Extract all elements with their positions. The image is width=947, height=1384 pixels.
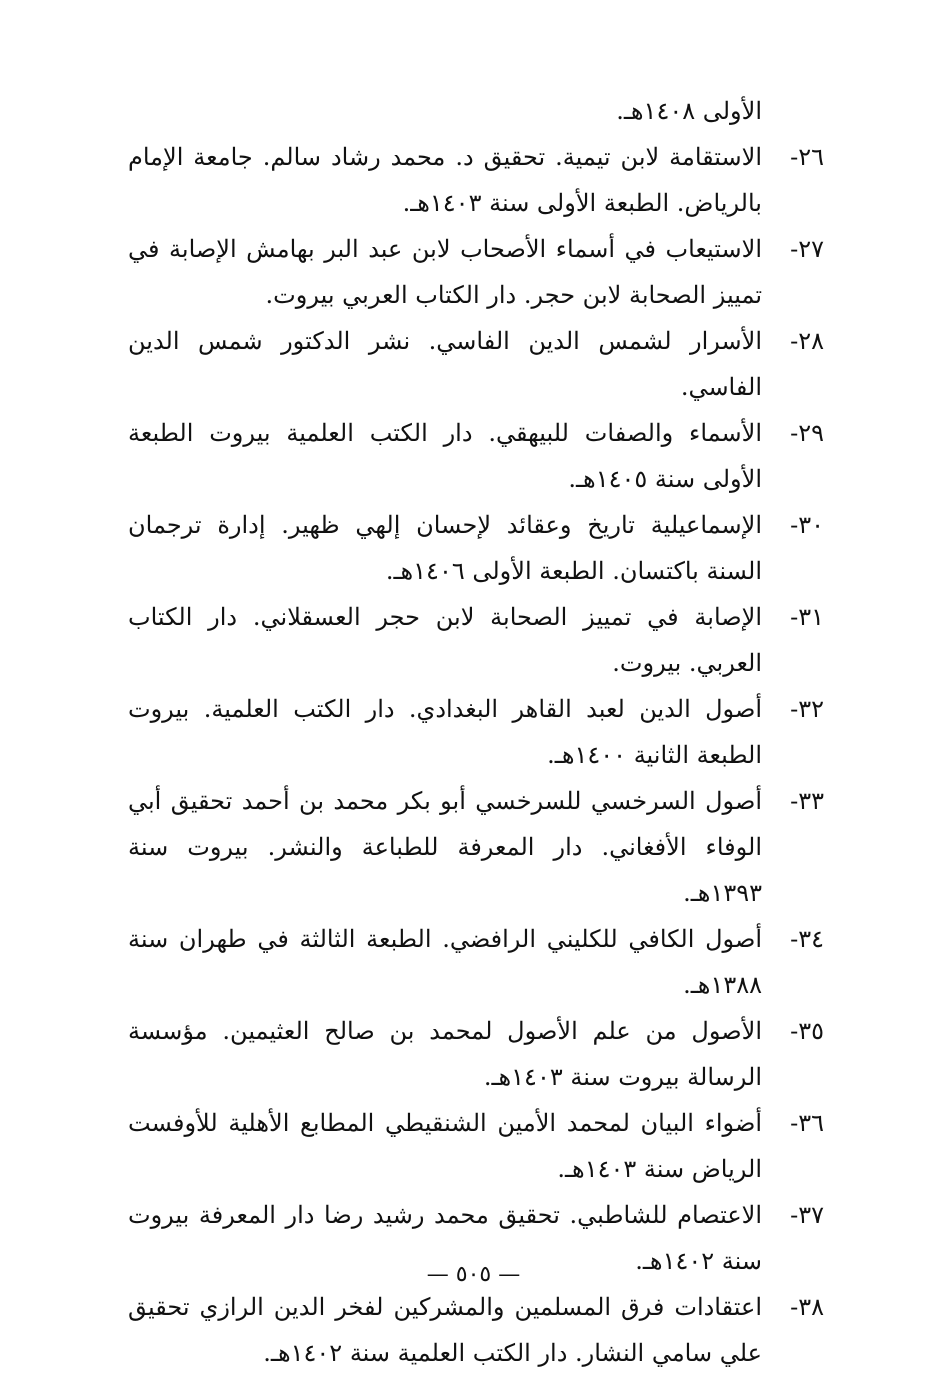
list-item [128,1284,824,1376]
entry-number: ٢٨- [790,327,824,355]
entry-text: الأسرار لشمس الدين الفاسي. نشر الدكتور شمس الدين الفاسي. [128,327,762,401]
entry-text: الإسماعيلية تاريخ وعقائد لإحسان إلهي ظهير. إدارة ترجمان السنة باكتسان. الطبعة الأولى ١٤٠٦هـ. [128,511,762,585]
entry-number: ٣٣- [790,787,824,815]
bibliography-list [128,88,824,1376]
entry-text: أضواء البيان لمحمد الأمين الشنقيطي المطابع الأهلية للأوفست الرياض سنة ١٤٠٣هـ. [128,1109,762,1183]
list-item [128,226,824,318]
list-item [128,916,824,1008]
entry-text: الأسماء والصفات للبيهقي. دار الكتب العلمية بيروت الطبعة الأولى سنة ١٤٠٥هـ. [128,419,762,493]
list-item [128,686,824,778]
list-item [128,134,824,226]
entry-number: ٢٦- [790,143,824,171]
entry-number: ٣٢- [790,695,824,723]
entry-text: أصول الكافي للكليني الرافضي. الطبعة الثالثة في طهران سنة ١٣٨٨هـ. [128,925,762,999]
entry-number: ٣٠- [790,511,824,539]
list-item [128,594,824,686]
entry-text: الاستقامة لابن تيمية. تحقيق د. محمد رشاد سالم. جامعة الإمام بالرياض. الطبعة الأولى سنة ١٤٠٣هـ. [128,143,762,217]
entry-number: ٣٥- [790,1017,824,1045]
entry-text: أصول السرخسي للسرخسي أبو بكر محمد بن أحمد تحقيق أبي الوفاء الأفغاني. دار المعرفة للطباعة والنشر. بيروت سنة ١٣٩٣هـ. [128,787,762,907]
entry-number: ٢٩- [790,419,824,447]
list-item [128,1100,824,1192]
entry-text: الأولى ١٤٠٨هـ. [616,97,762,125]
page-number: — ٥٠٥ — [426,1262,521,1287]
list-item [128,502,824,594]
entry-text: الأصول من علم الأصول لمحمد بن صالح العثيمين. مؤسسة الرسالة بيروت سنة ١٤٠٣هـ. [128,1017,762,1091]
entry-number: ٣٤- [790,925,824,953]
entry-text: الاستيعاب في أسماء الأصحاب لابن عبد البر بهامش الإصابة في تمييز الصحابة لابن حجر. دار الكتاب العربي بيروت. [128,235,762,309]
entry-text: اعتقادات فرق المسلمين والمشركين لفخر الدين الرازي تحقيق علي سامي النشار. دار الكتب العلمية سنة ١٤٠٢هـ. [128,1293,762,1367]
entry-number: ٣٦- [790,1109,824,1137]
entry-number: ٢٧- [790,235,824,263]
entry-number: ٣٨- [790,1293,824,1321]
list-item [128,318,824,410]
entry-text: الاعتصام للشاطبي. تحقيق محمد رشيد رضا دار المعرفة بيروت سنة ١٤٠٢هـ. [128,1201,762,1275]
entry-text: أصول الدين لعبد القاهر البغدادي. دار الكتب العلمية. بيروت الطبعة الثانية ١٤٠٠هـ. [128,695,762,769]
entry-number: ٣٧- [790,1201,824,1229]
list-item [128,88,824,134]
list-item [128,1008,824,1100]
entry-text: الإصابة في تمييز الصحابة لابن حجر العسقلاني. دار الكتاب العربي. بيروت. [128,603,762,677]
list-item [128,410,824,502]
entry-number: ٣١- [790,603,824,631]
list-item [128,778,824,916]
